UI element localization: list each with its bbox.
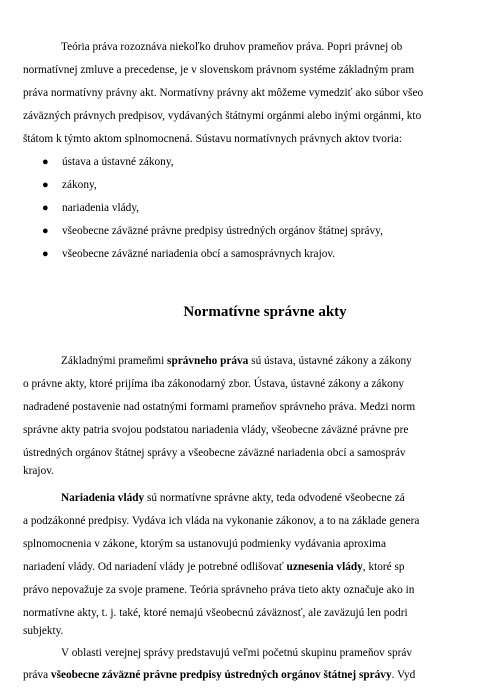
- text-line: práva normatívny právny akt. Normatívny právny akt môžeme vymedziť ako súbor všeo: [23, 87, 424, 99]
- text-line: [61, 354, 412, 368]
- text-line: Teória práva rozoznáva niekoľko druhov prameňov práva. Popri právnej ob: [61, 41, 403, 53]
- text-line: krajov.: [23, 465, 54, 477]
- text-line: [23, 668, 415, 682]
- list-item-text: všeobecne záväzné nariadenia obcí a samosprávnych krajov.: [62, 248, 336, 260]
- text-line: ústredných orgánov štátnej správy a všeobecne záväzné nariadenia obcí a samospráv: [23, 447, 406, 459]
- bullet-icon: ●: [42, 156, 49, 168]
- bold-term: uznesenia vlády: [286, 561, 363, 573]
- bold-term: správneho práva: [167, 355, 249, 367]
- text-line: subjekty.: [23, 625, 64, 637]
- bold-term: Nariadenia vlády: [61, 492, 145, 504]
- section-heading: Normatívne správne akty: [183, 304, 347, 320]
- text-span: . Vyd: [391, 669, 416, 681]
- text-line: správne akty patria svojou podstatou nariadenia vlády, všeobecne záväzné právne pre: [23, 424, 409, 436]
- list-item-text: všeobecne záväzné právne predpisy ústredných orgánov štátnej správy,: [62, 225, 383, 237]
- text-span: práva: [23, 669, 51, 681]
- text-line: splnomocnenia v zákone, ktorým sa ustanovujú podmienky vydávania aproxima: [23, 538, 386, 550]
- text-span: Základnými prameňmi: [61, 355, 168, 367]
- bullet-icon: ●: [42, 202, 49, 214]
- text-line: normatívnej zmluve a precedense, je v slovenskom právnom systéme základným pram: [23, 64, 415, 76]
- text-line: a podzákonné predpisy. Vydáva ich vláda na vykonanie zákonov, a to na základe genera: [23, 515, 420, 527]
- text-line: štátom k týmto aktom splnomocnená. Sústavu normatívnych právnych aktov tvoria:: [23, 133, 403, 145]
- text-span: , ktoré sp: [362, 561, 405, 573]
- list-item-text: nariadenia vlády,: [62, 202, 140, 214]
- text-line: právo nepovažuje za svoje pramene. Teória správneho práva tieto akty označuje ako in: [23, 584, 415, 596]
- text-line: [61, 491, 405, 505]
- bold-term: všeobecne záväzné právne predpisy ústredných orgánov štátnej správy: [50, 669, 392, 681]
- list-item-text: zákony,: [62, 179, 97, 191]
- text-span: sú ústava, ústavné zákony a zákony: [248, 355, 412, 367]
- text-line: V oblasti verejnej správy predstavujú veľmi početnú skupinu prameňov správ: [61, 647, 413, 659]
- bullet-icon: ●: [42, 179, 49, 191]
- text-line: nadradené postavenie nad ostatnými formami prameňov správneho práva. Medzi norm: [23, 401, 416, 413]
- list-item-text: ústava a ústavné zákony,: [62, 156, 174, 168]
- text-line: normatívne akty, t. j. také, ktoré nemajú všeobecnú záväznosť, ale zaväzujú len podri: [23, 607, 408, 619]
- text-line: záväzných právnych predpisov, vydávaných štátnymi orgánmi alebo inými orgánmi, kto: [23, 110, 422, 122]
- bullet-icon: ●: [42, 248, 49, 260]
- bullet-icon: ●: [42, 225, 49, 237]
- text-span: sú normatívne správne akty, teda odvodené všeobecne zá: [144, 492, 405, 504]
- text-span: nariadení vlády. Od nariadení vlády je potrebné odlišovať: [23, 561, 287, 573]
- text-line: o právne akty, ktoré prijíma iba zákonodarný zbor. Ústava, ústavné zákony a zákony: [23, 378, 405, 390]
- text-line: [23, 560, 405, 574]
